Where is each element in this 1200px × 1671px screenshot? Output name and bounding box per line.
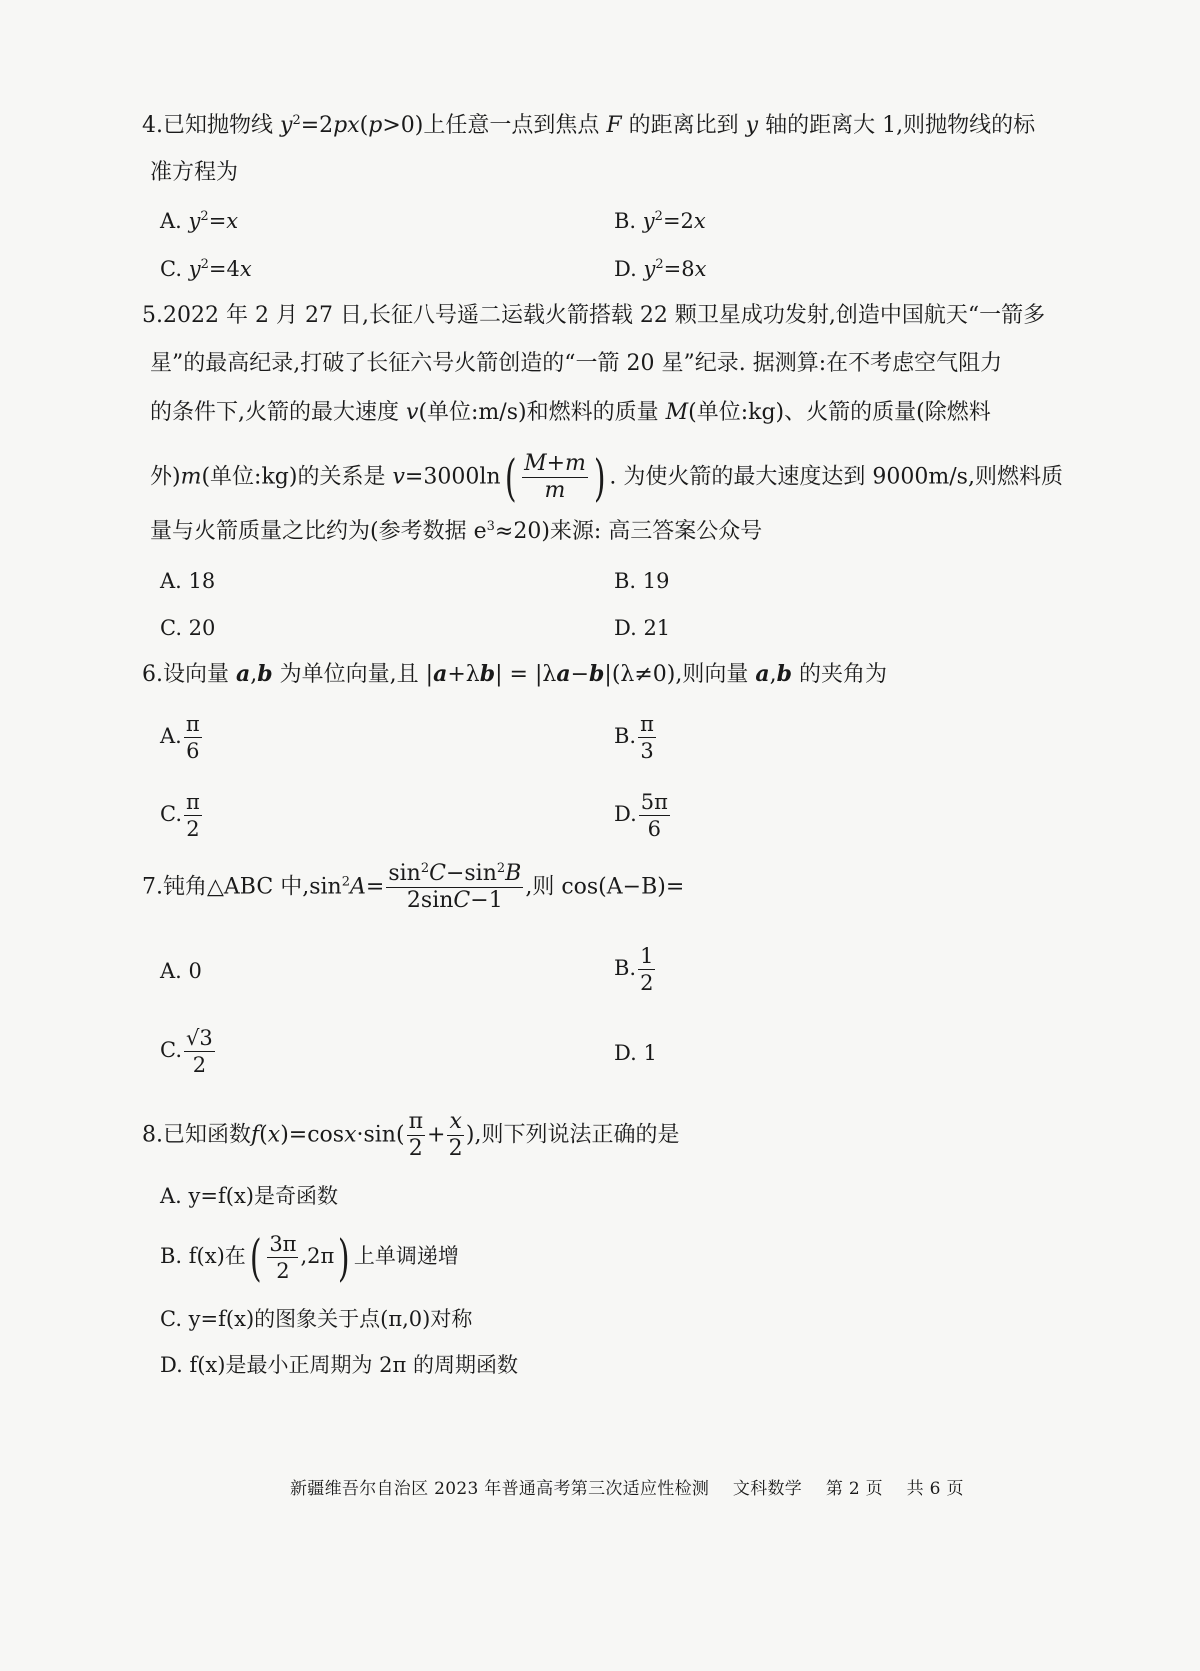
question-5-line-4: 外)m(单位:kg)的关系是 v=3000ln( $\frac{M+m}{m}$ ) . 为使火箭的最大速度达到 9000m/s,则燃料质 bbox=[150, 448, 1063, 507]
q5-option-b: B. 19 bbox=[614, 569, 670, 593]
question-5-line-3: 的条件下,火箭的最大速度 v(单位:m/s)和燃料的质量 M(单位:kg)、火箭的质量(除燃料 bbox=[150, 400, 991, 425]
question-5-line-2: 星”的最高纪录,打破了长征六号火箭创造的“一箭 20 星”纪录. 据测算:在不考虑空气阻力 bbox=[150, 351, 1003, 376]
q7-option-d: D. 1 bbox=[614, 1041, 657, 1065]
question-7-line-1: 7.钝角△ABC 中$,\sin^2A=$ $\frac{\sin^2C-\sin^2B}{2\sin C-1}$ ,则 cos(A−B)= bbox=[142, 861, 685, 913]
q4-option-d: D. $y^2=8x$ bbox=[614, 257, 707, 281]
q7-option-a: A. 0 bbox=[160, 959, 202, 983]
q8-option-c: C. y=f(x)的图象关于点(π,0)对称 bbox=[160, 1307, 473, 1331]
page-footer bbox=[290, 1474, 982, 1499]
footer-total-pages: 共 6 页 bbox=[906, 1479, 964, 1499]
q5-option-c: C. 20 bbox=[160, 616, 216, 640]
q7-option-c: C. $\frac{√3}{2}$ bbox=[160, 1026, 213, 1077]
question-5-line-5: 量与火箭质量之比约为(参考数据 $e^3\approx 20$)来源: 高三答案公众号 bbox=[150, 519, 763, 544]
question-4-line-2: 准方程为 bbox=[150, 160, 239, 185]
q4-option-b: B. $y^2=2x$ bbox=[614, 209, 706, 233]
question-4-line-1: 4.已知抛物线 $y^2=2px(p>0)$上任意一点到焦点 F 的距离比到 y 轴的距离大 1,则抛物线的标 bbox=[142, 113, 1036, 138]
q5-option-a: A. 18 bbox=[160, 569, 216, 593]
question-5-line-1: 5.2022 年 2 月 27 日,长征八号遥二运载火箭搭载 22 颗卫星成功发射,创造中国航天“一箭多 bbox=[142, 303, 1046, 328]
q4-option-a: A. $y^2=x$ bbox=[160, 209, 239, 233]
q5-option-d: D. 21 bbox=[614, 616, 671, 640]
q7-option-b: B. $\frac{1}{2}$ bbox=[614, 944, 654, 995]
q6-option-d: D. $\frac{5\pi}{6}$ bbox=[614, 790, 668, 841]
q6-option-c: C. $\frac{\pi}{2}$ bbox=[160, 790, 200, 841]
question-8-line-1: 8.已知函数f(x)=cosx·sin( $\frac{\pi}{2}$ + $\frac{x}{2}$ ),则下列说法正确的是 bbox=[142, 1109, 680, 1161]
question-6-line-1: 6.设向量 a,b 为单位向量,且 |a+λb| = |λa−b|(λ≠0),则向量 a,b 的夹角为 bbox=[142, 661, 888, 687]
q8-option-a: A. y=f(x)是奇函数 bbox=[160, 1184, 338, 1208]
q6-option-b: B. $\frac{\pi}{3}$ bbox=[614, 712, 654, 763]
footer-page-number: 第 2 页 bbox=[825, 1479, 883, 1499]
q8-option-b: B. f(x)在( $\frac{3\pi}{2}$ ,2π) 上单调递增 bbox=[160, 1228, 459, 1287]
footer-exam-title: 新疆维吾尔自治区 2023 年普通高考第三次适应性检测 bbox=[290, 1479, 710, 1499]
footer-subject: 文科数学 bbox=[732, 1479, 803, 1499]
q6-option-a: A. $\frac{\pi}{6}$ bbox=[160, 712, 200, 763]
q4-option-c: C. $y^2=4x$ bbox=[160, 257, 252, 281]
q8-option-d: D. f(x)是最小正周期为 2π 的周期函数 bbox=[160, 1353, 518, 1377]
